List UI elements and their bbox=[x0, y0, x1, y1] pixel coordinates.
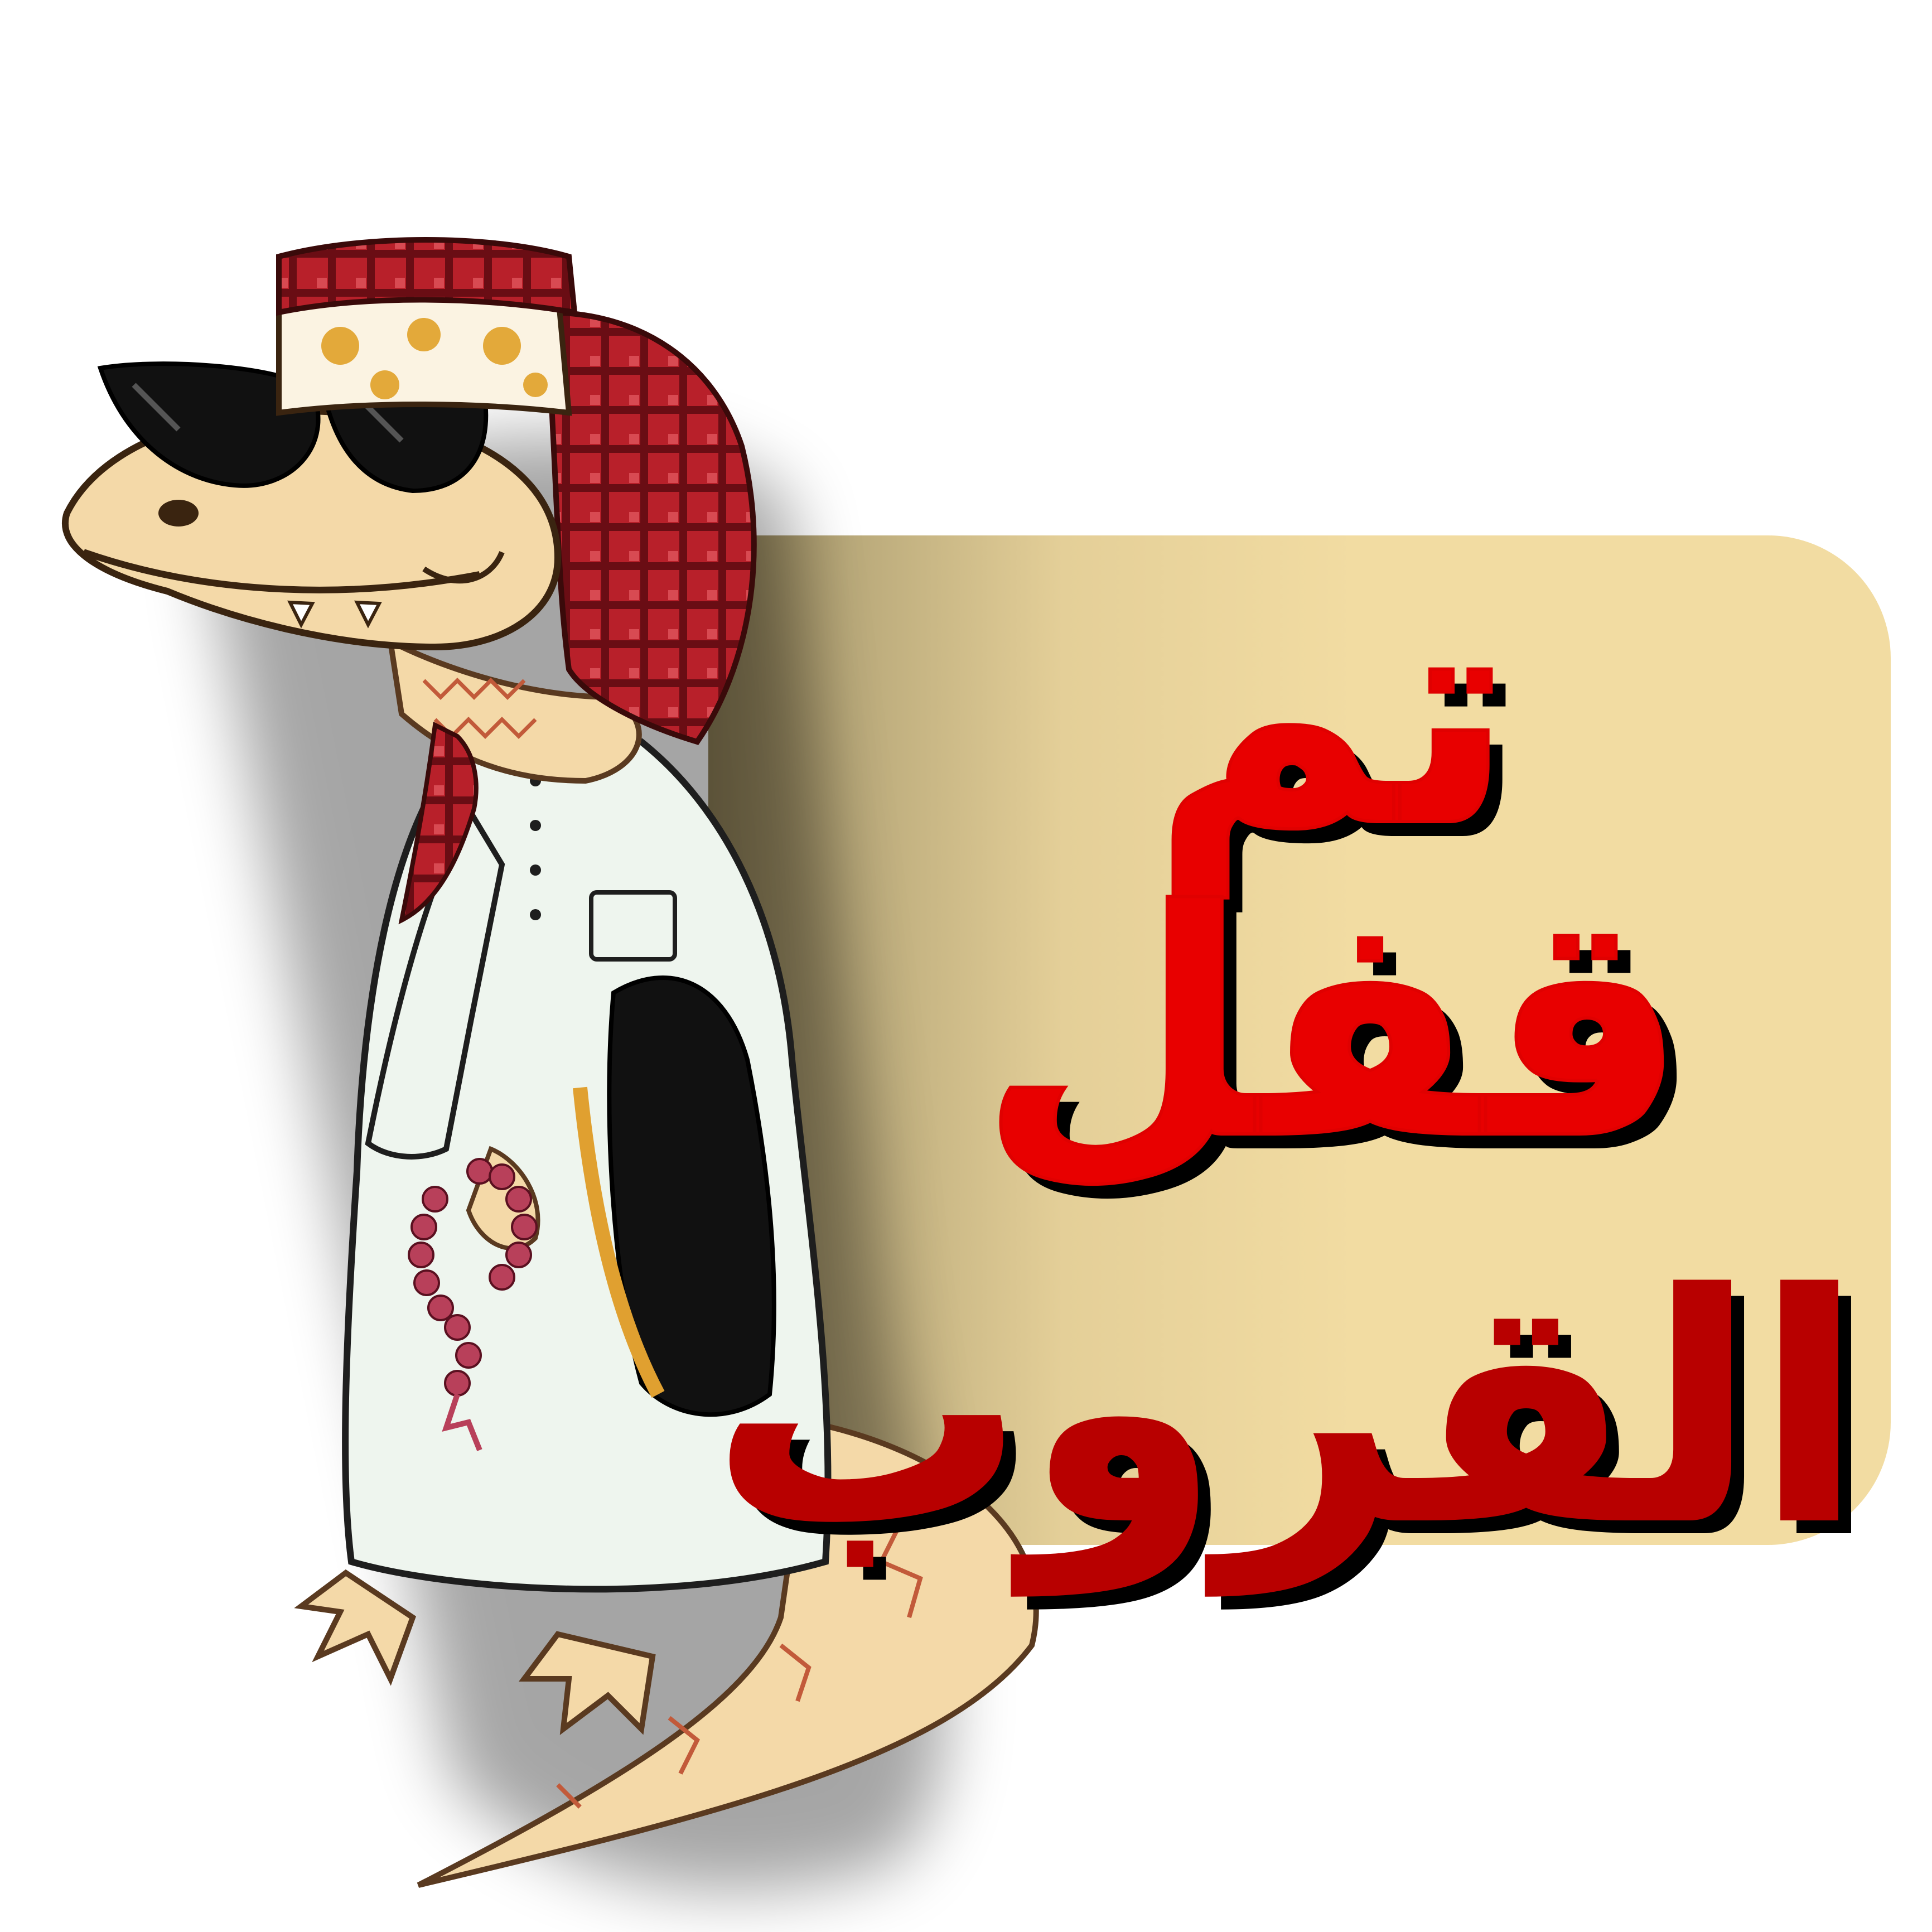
banner-headline bbox=[711, 532, 1863, 1593]
headline-line-1: تم قفل bbox=[979, 532, 1687, 1208]
headline-line-2: القروب bbox=[711, 1229, 1863, 1593]
shemagh bbox=[547, 312, 754, 742]
